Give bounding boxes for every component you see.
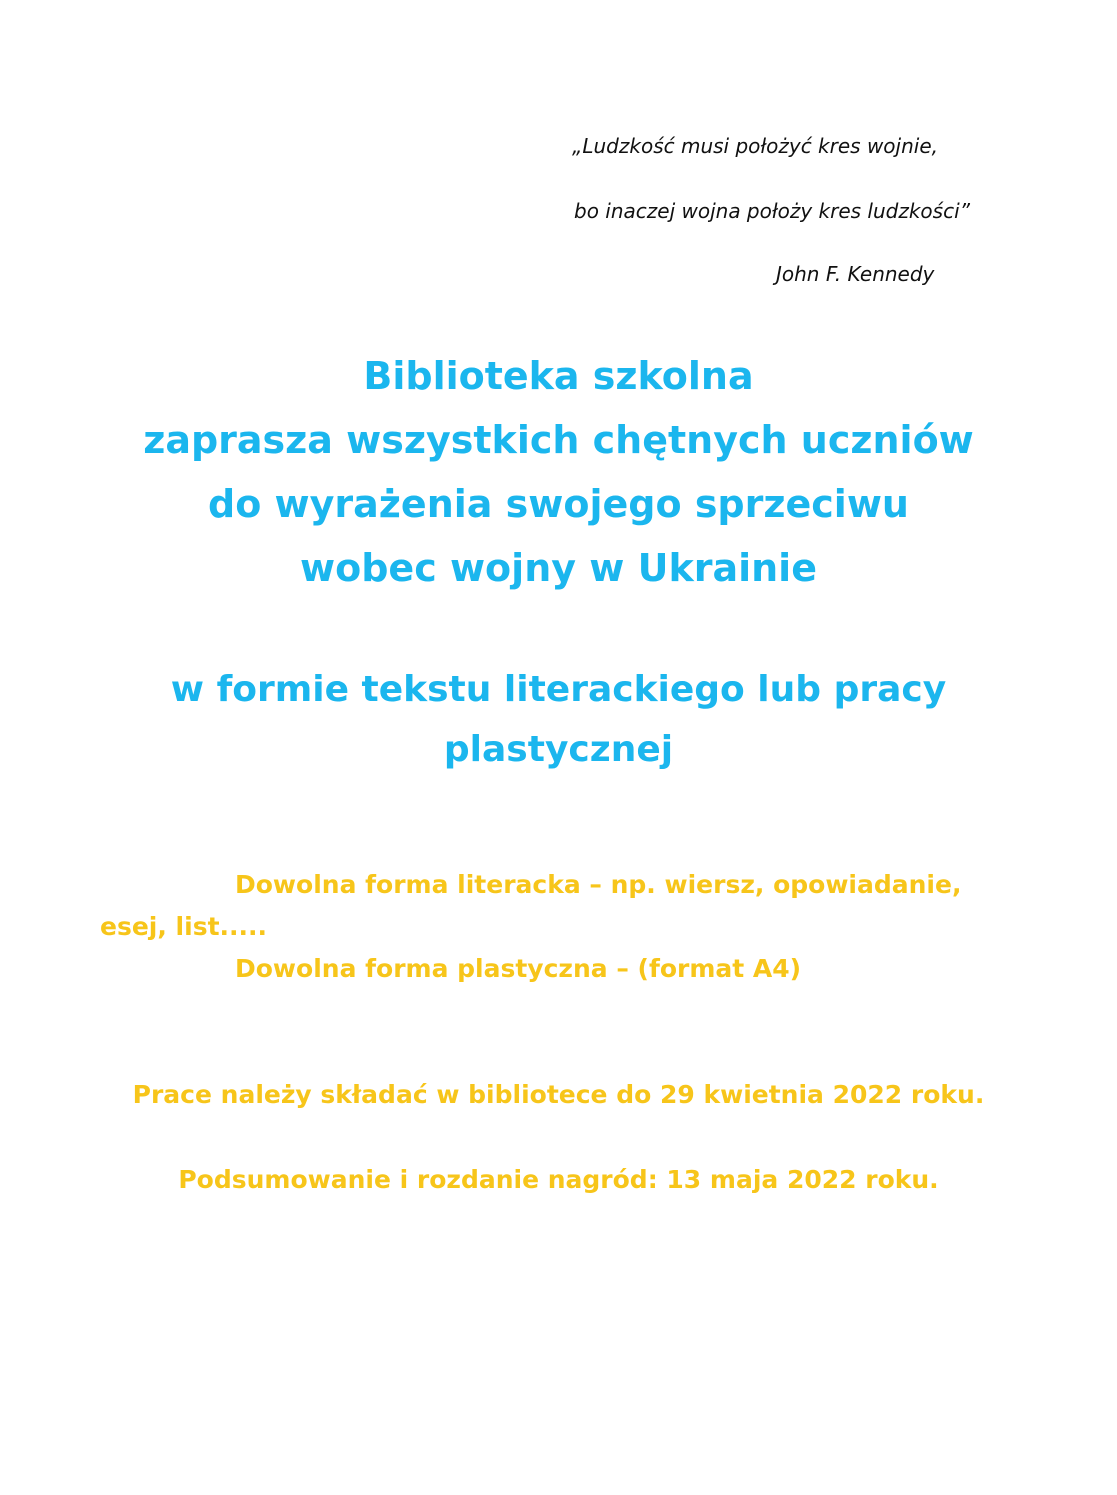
deadline-text: Prace należy składać w bibliotece do 29 kwietnia 2022 roku. — [132, 1080, 985, 1109]
headline-line-4: wobec wojny w Ukrainie — [300, 546, 817, 590]
headline-line-2: zaprasza wszystkich chętnych uczniów — [143, 418, 974, 462]
literary-form-line-2: esej, list..... — [100, 912, 268, 941]
subheadline-line-1: w formie tekstu literackiego lub pracy — [170, 669, 947, 710]
summary-text: Podsumowanie i rozdanie nagród: 13 maja 2022 roku. — [178, 1165, 939, 1194]
art-form-line: Dowolna forma plastyczna – (format A4) — [235, 954, 802, 983]
quote-line-2: bo inaczej wojna położy kres ludzkości” — [574, 199, 970, 223]
quote-line-1: „Ludzkość musi położyć kres wojnie, — [572, 134, 938, 158]
headline-line-3: do wyrażenia swojego sprzeciwu — [208, 482, 909, 526]
headline-line-1: Biblioteka szkolna — [363, 354, 754, 398]
subheadline-line-2: plastycznej — [443, 729, 674, 770]
quote-author: John F. Kennedy — [776, 262, 935, 286]
literary-form-line-1: Dowolna forma literacka – np. wiersz, opowiadanie, — [235, 870, 962, 899]
